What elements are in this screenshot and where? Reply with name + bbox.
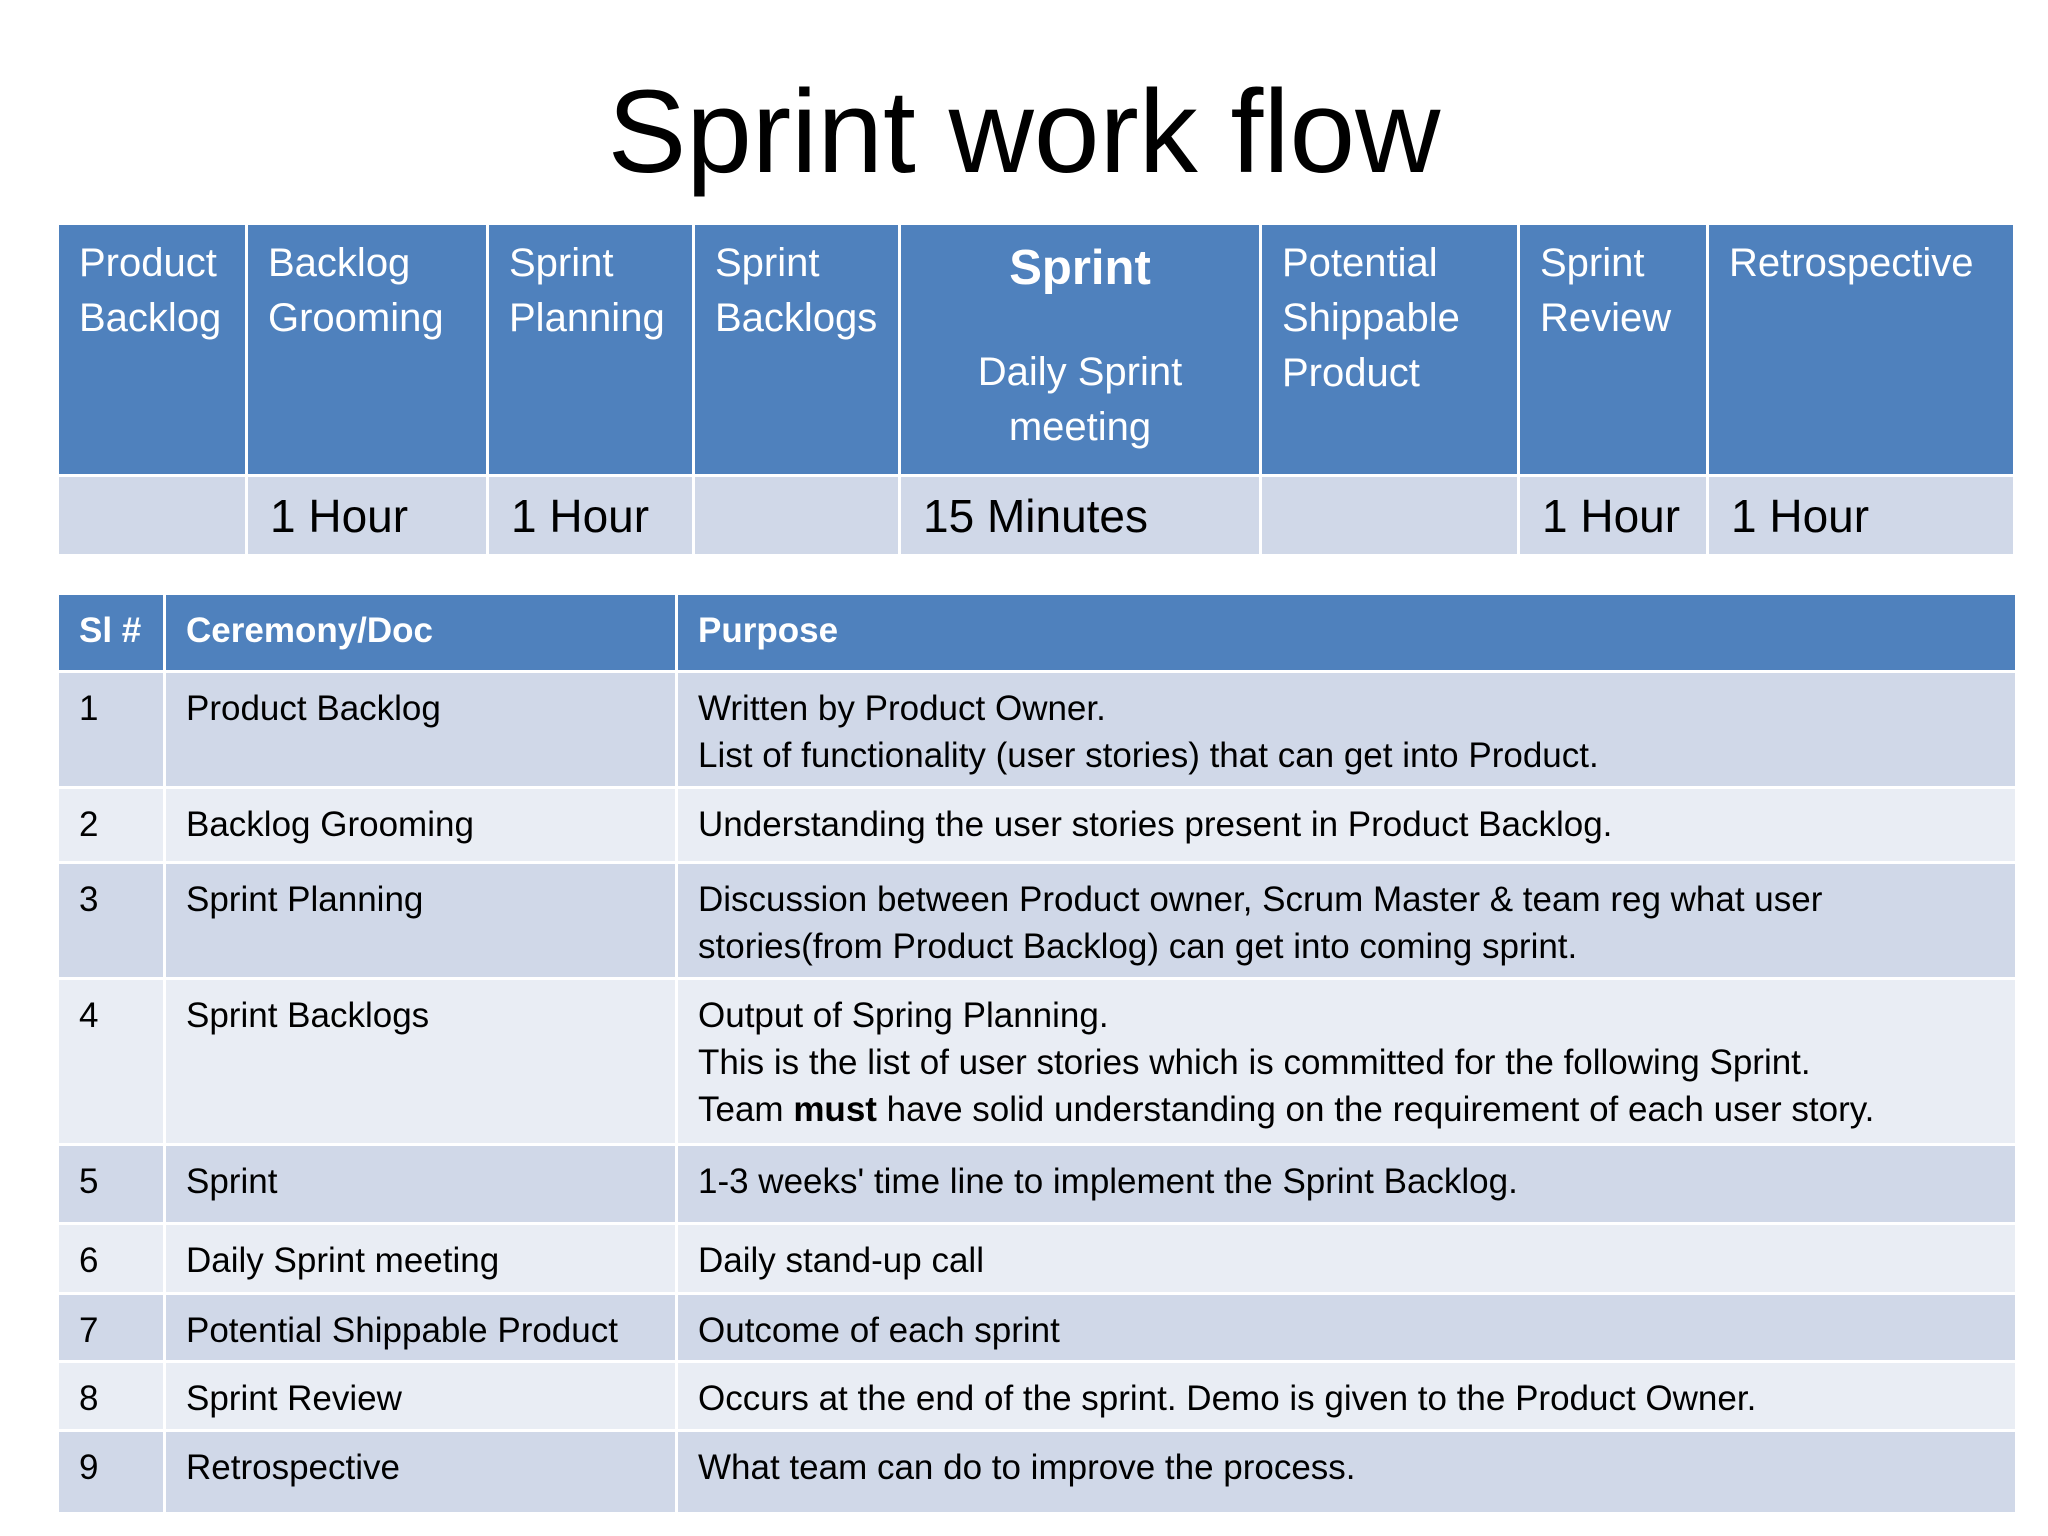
ceremony-purpose (677, 1362, 2017, 1431)
purpose-line: Outcome of each sprint (698, 1311, 1060, 1350)
column-header-purpose: Purpose (677, 594, 2017, 672)
row-number: 6 (58, 1224, 165, 1294)
ceremony-purpose (677, 1224, 2017, 1294)
page-title: Sprint work flow (607, 66, 1441, 198)
workflow-duration (1261, 476, 1519, 556)
duration-text: 15 Minutes (923, 489, 1149, 542)
purpose-line: Output of Spring Planning. (698, 996, 1109, 1035)
purpose-text: have solid understanding on the requirement of each user story. (876, 1090, 1875, 1129)
workflow-step (1261, 224, 1519, 476)
purpose-text: Team (698, 1090, 794, 1129)
workflow-step-label: Sprint Review (1540, 241, 1672, 340)
row-number: 7 (58, 1294, 165, 1362)
workflow-step-sprint (900, 224, 1261, 476)
row-number: 1 (58, 672, 165, 788)
row-number: 8 (58, 1362, 165, 1431)
purpose-line: This is the list of user stories which is committed for the following Sprint. (698, 1043, 1811, 1082)
workflow-duration (1519, 476, 1708, 556)
purpose-line: What team can do to improve the process. (698, 1448, 1356, 1487)
row-number: 2 (58, 788, 165, 863)
workflow-duration (247, 476, 488, 556)
workflow-step-sublabel: Daily Sprint meeting (977, 350, 1183, 449)
purpose-line: Occurs at the end of the sprint. Demo is given to the Product Owner. (698, 1379, 1757, 1418)
purpose-line: Understanding the user stories present in Product Backlog. (698, 805, 1613, 844)
purpose-line (698, 1086, 1995, 1133)
purpose-line: Daily stand-up call (698, 1241, 984, 1280)
ceremony-purpose (677, 788, 2017, 863)
workflow-duration (900, 476, 1261, 556)
workflow-step-label: Potential Shippable Product (1282, 241, 1460, 395)
workflow-step (1519, 224, 1708, 476)
workflow-step (247, 224, 488, 476)
row-number: 5 (58, 1145, 165, 1224)
ceremony-name: Sprint (165, 1145, 677, 1224)
ceremony-purpose (677, 672, 2017, 788)
purpose-line: Written by Product Owner. (698, 689, 1106, 728)
table-row (58, 1431, 2017, 1514)
ceremony-purpose (677, 979, 2017, 1145)
workflow-duration (488, 476, 694, 556)
ceremony-header-row (58, 594, 2017, 672)
ceremony-name: Potential Shippable Product (165, 1294, 677, 1362)
duration-text: 1 Hour (270, 489, 409, 542)
table-row (58, 1362, 2017, 1431)
workflow-step-label: Sprint (1009, 241, 1151, 295)
row-number: 4 (58, 979, 165, 1145)
table-row (58, 788, 2017, 863)
table-row (58, 1294, 2017, 1362)
ceremony-name: Sprint Review (165, 1362, 677, 1431)
workflow-step-label: Backlog Grooming (268, 241, 444, 340)
workflow-step-label: Sprint Backlogs (715, 241, 878, 340)
ceremony-table (56, 592, 2018, 1515)
workflow-duration (694, 476, 900, 556)
workflow-step-label: Retrospective (1729, 241, 1974, 285)
workflow-step (488, 224, 694, 476)
ceremony-purpose (677, 1294, 2017, 1362)
row-number: 3 (58, 863, 165, 979)
column-header-number: Sl # (58, 594, 165, 672)
workflow-step (58, 224, 247, 476)
ceremony-purpose (677, 1145, 2017, 1224)
ceremony-name: Daily Sprint meeting (165, 1224, 677, 1294)
workflow-table (56, 222, 2016, 557)
ceremony-purpose (677, 863, 2017, 979)
purpose-line: List of functionality (user stories) that can get into Product. (698, 736, 1599, 775)
ceremony-name: Product Backlog (165, 672, 677, 788)
table-row (58, 863, 2017, 979)
workflow-duration (1708, 476, 2015, 556)
purpose-line: 1-3 weeks' time line to implement the Sprint Backlog. (698, 1162, 1518, 1201)
row-number: 9 (58, 1431, 165, 1514)
purpose-emphasis: must (793, 1090, 877, 1129)
duration-text: 1 Hour (1542, 489, 1681, 542)
table-row (58, 979, 2017, 1145)
table-row (58, 672, 2017, 788)
workflow-step (1708, 224, 2015, 476)
ceremony-name: Sprint Backlogs (165, 979, 677, 1145)
workflow-step-label: Sprint Planning (509, 241, 665, 340)
purpose-line: Discussion between Product owner, Scrum Master & team reg what user stories(from Product Backlog) can get into coming sprint. (698, 880, 1823, 966)
ceremony-name: Retrospective (165, 1431, 677, 1514)
column-header-ceremony: Ceremony/Doc (165, 594, 677, 672)
workflow-step (694, 224, 900, 476)
table-row (58, 1224, 2017, 1294)
duration-text: 1 Hour (511, 489, 650, 542)
duration-text: 1 Hour (1731, 489, 1870, 542)
workflow-step-label: Product Backlog (79, 241, 222, 340)
table-row (58, 1145, 2017, 1224)
ceremony-name: Backlog Grooming (165, 788, 677, 863)
workflow-duration (58, 476, 247, 556)
ceremony-name: Sprint Planning (165, 863, 677, 979)
ceremony-purpose (677, 1431, 2017, 1514)
workflow-steps-row (58, 224, 2015, 476)
workflow-durations-row (58, 476, 2015, 556)
